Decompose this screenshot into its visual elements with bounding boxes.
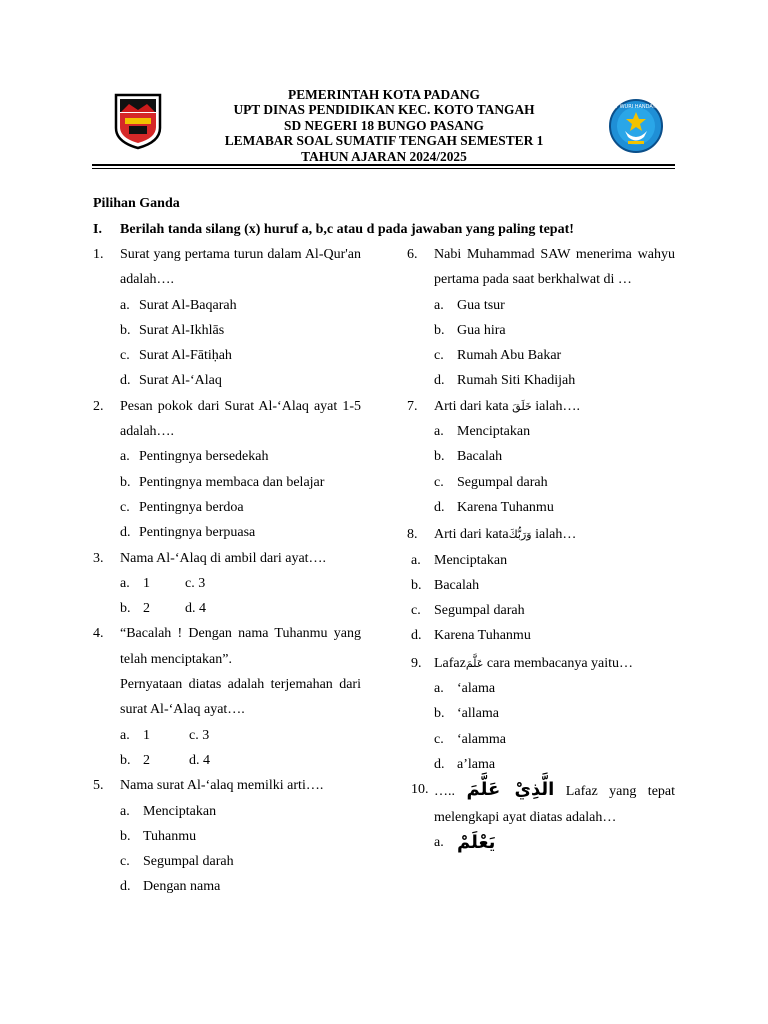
option-9c[interactable] bbox=[407, 727, 675, 752]
left-column bbox=[93, 242, 361, 900]
option-9b[interactable] bbox=[407, 701, 675, 726]
question-number: 6. bbox=[407, 247, 418, 262]
option-text: a’lama bbox=[457, 756, 496, 772]
option-7c[interactable] bbox=[407, 470, 675, 495]
question-5 bbox=[93, 773, 361, 798]
option-text: يَعْلَمْ bbox=[457, 831, 496, 853]
option-5b[interactable] bbox=[93, 824, 361, 849]
option-text: Pentingnya berdoa bbox=[139, 499, 244, 515]
header-exam-title: LEMABAR SOAL SUMATIF TENGAH SEMESTER 1 bbox=[224, 133, 544, 149]
option-2d[interactable] bbox=[93, 520, 361, 545]
option-letter: b. bbox=[120, 828, 131, 844]
option-letter: a. bbox=[434, 681, 444, 697]
question-number: 5. bbox=[93, 778, 104, 794]
question-text: ….. bbox=[434, 784, 455, 800]
option-letter: a. bbox=[120, 727, 130, 743]
question-number: 2. bbox=[93, 398, 104, 414]
question-9 bbox=[407, 651, 675, 676]
option-letter: d. bbox=[120, 373, 131, 389]
header-school: SD NEGERI 18 BUNGO PASANG bbox=[284, 117, 484, 133]
option-letter: b. bbox=[434, 449, 445, 465]
question-3 bbox=[93, 546, 361, 571]
right-column bbox=[407, 242, 675, 855]
option-letter: a. bbox=[434, 834, 444, 850]
option-text: Gua tsur bbox=[457, 297, 505, 313]
padang-city-logo bbox=[113, 92, 163, 150]
option-letter: a. bbox=[120, 575, 130, 591]
question-text: Pesan pokok dari Surat Al-‘Alaq ayat 1-5 adalah…. bbox=[120, 398, 361, 440]
option-text: ‘alama bbox=[457, 681, 496, 697]
question-text: Surat yang pertama turun dalam Al-Qur'an adalah…. bbox=[120, 247, 361, 288]
option-5c[interactable] bbox=[93, 849, 361, 874]
option-2a[interactable] bbox=[93, 444, 361, 469]
options-3-row2 bbox=[93, 596, 361, 621]
option-text: Dengan nama bbox=[143, 879, 221, 895]
school-header bbox=[160, 87, 608, 164]
option-7b[interactable] bbox=[407, 444, 675, 469]
option-9a[interactable] bbox=[407, 676, 675, 701]
header-department: UPT DINAS PENDIDIKAN KEC. KOTO TANGAH bbox=[233, 102, 535, 118]
option-1d[interactable] bbox=[93, 368, 361, 393]
question-2 bbox=[93, 394, 361, 445]
option-letter: c. bbox=[434, 348, 444, 364]
question-number: 7. bbox=[407, 398, 418, 414]
option-7a[interactable] bbox=[407, 419, 675, 444]
option-6b[interactable] bbox=[407, 318, 675, 343]
question-text: Lafaz bbox=[434, 655, 466, 671]
option-letter: d. bbox=[434, 373, 445, 389]
options-4-row2 bbox=[93, 748, 361, 773]
question-number: 3. bbox=[93, 550, 104, 566]
question-number: 10. bbox=[411, 782, 429, 798]
question-number: 1. bbox=[93, 247, 104, 262]
option-letter: b. bbox=[434, 322, 445, 338]
option-text: Menciptakan bbox=[434, 552, 508, 568]
question-number: 4. bbox=[93, 626, 104, 642]
logo-motto-text: TUT WURI HANDAYANI bbox=[608, 104, 664, 110]
option-3a[interactable]: 1 bbox=[143, 575, 150, 591]
option-3b[interactable]: 2 bbox=[143, 601, 150, 617]
option-2c[interactable] bbox=[93, 495, 361, 520]
option-text: Karena Tuhanmu bbox=[457, 499, 554, 515]
option-text: Bacalah bbox=[457, 449, 503, 465]
question-1 bbox=[93, 242, 361, 293]
option-text: Pentingnya membaca dan belajar bbox=[139, 474, 325, 490]
arabic-word: وَرَبُّكَ bbox=[508, 528, 532, 542]
question-text: Nabi Muhammad SAW menerima wahyu pertama pada saat berkhalwat di … bbox=[434, 247, 675, 288]
question-number: 8. bbox=[407, 527, 418, 543]
option-text: Rumah Abu Bakar bbox=[457, 348, 562, 364]
option-text: Surat Al-Baqarah bbox=[139, 297, 237, 313]
option-letter: c. bbox=[120, 854, 130, 870]
header-divider-thick bbox=[92, 164, 675, 166]
question-text: “Bacalah ! Dengan nama Tuhanmu yang telah menciptakan”. bbox=[120, 626, 361, 667]
option-letter: a. bbox=[434, 297, 444, 313]
options-3-row1 bbox=[93, 571, 361, 596]
option-1b[interactable] bbox=[93, 318, 361, 343]
arabic-phrase: الَّذِيْ عَلَّمَ bbox=[466, 779, 555, 801]
option-letter: b. bbox=[120, 474, 131, 490]
option-letter: d. bbox=[120, 525, 131, 541]
option-2b[interactable] bbox=[93, 470, 361, 495]
option-text: ‘alamma bbox=[457, 731, 506, 747]
arabic-word: عَلَّمَ bbox=[465, 656, 484, 670]
option-6c[interactable] bbox=[407, 343, 675, 368]
header-divider-thin bbox=[92, 168, 675, 169]
option-text: Segumpal darah bbox=[457, 474, 548, 490]
option-text: Karena Tuhanmu bbox=[434, 628, 531, 644]
option-text: Surat Al-‘Alaq bbox=[139, 373, 222, 389]
question-text-end: Lafaz yang tepat melengkapi ayat diatas adalah… bbox=[434, 784, 676, 825]
option-6d[interactable] bbox=[407, 368, 675, 393]
question-text: Nama surat Al-‘alaq memilki arti…. bbox=[120, 778, 324, 794]
option-3d[interactable]: d. 4 bbox=[185, 601, 206, 617]
option-letter: a. bbox=[120, 297, 130, 313]
question-10 bbox=[407, 777, 675, 830]
question-4-statement bbox=[93, 672, 361, 723]
option-letter: c. bbox=[120, 348, 130, 364]
question-7 bbox=[407, 394, 675, 419]
question-6 bbox=[407, 242, 675, 293]
option-8b[interactable] bbox=[407, 573, 675, 598]
question-text: Arti dari kata bbox=[434, 527, 509, 543]
option-letter: a. bbox=[120, 803, 130, 819]
option-letter: d. bbox=[434, 756, 445, 772]
instruction bbox=[93, 222, 574, 238]
option-text: Surat Al-Fātiḥah bbox=[139, 348, 232, 364]
option-4a[interactable]: 1 bbox=[143, 727, 150, 743]
option-text: Segumpal darah bbox=[143, 854, 234, 870]
option-1a[interactable] bbox=[93, 293, 361, 318]
option-7d[interactable] bbox=[407, 495, 675, 520]
option-1c[interactable] bbox=[93, 343, 361, 368]
option-4b[interactable]: 2 bbox=[143, 752, 150, 768]
instruction-number: I. bbox=[93, 222, 102, 237]
options-4-row1 bbox=[93, 723, 361, 748]
instruction-text: Berilah tanda silang (x) huruf a, b,c atau d pada jawaban yang paling tepat! bbox=[120, 222, 574, 237]
arabic-word: خَلَقَ bbox=[512, 399, 532, 413]
option-letter: c. bbox=[434, 731, 444, 747]
option-text: Tuhanmu bbox=[143, 828, 197, 844]
question-4 bbox=[93, 621, 361, 672]
option-6a[interactable] bbox=[407, 293, 675, 318]
option-text: ‘allama bbox=[457, 706, 499, 722]
option-letter: b. bbox=[120, 322, 131, 338]
option-letter: a. bbox=[434, 424, 444, 440]
option-text: Bacalah bbox=[434, 577, 480, 593]
option-10a[interactable] bbox=[407, 830, 675, 855]
option-letter: b. bbox=[120, 752, 131, 768]
option-letter: a. bbox=[120, 449, 130, 465]
option-4d[interactable]: d. 4 bbox=[189, 752, 210, 768]
option-text: Rumah Siti Khadijah bbox=[457, 373, 576, 389]
question-text: Pernyataan diatas adalah terjemahan dari surat Al-‘Alaq ayat…. bbox=[120, 677, 361, 718]
tut-wuri-handayani-logo bbox=[608, 97, 664, 155]
option-5a[interactable] bbox=[93, 799, 361, 824]
option-text: Surat Al-Ikhlās bbox=[139, 322, 225, 338]
option-3c[interactable]: c. 3 bbox=[185, 575, 206, 591]
question-text-end: ialah… bbox=[535, 527, 577, 543]
option-letter: d. bbox=[411, 628, 422, 644]
header-academic-year: TAHUN AJARAN 2024/2025 bbox=[301, 148, 467, 164]
section-title: Pilihan Ganda bbox=[93, 196, 180, 211]
option-9d[interactable] bbox=[407, 752, 675, 777]
option-text: Menciptakan bbox=[143, 803, 217, 819]
option-letter: d. bbox=[434, 499, 445, 515]
question-text-end: ialah…. bbox=[535, 398, 580, 414]
question-text: Arti dari kata bbox=[434, 398, 509, 414]
option-letter: b. bbox=[120, 601, 131, 617]
question-number: 9. bbox=[411, 655, 422, 671]
option-text: Segumpal darah bbox=[434, 603, 525, 619]
header-government: PEMERINTAH KOTA PADANG bbox=[288, 87, 480, 102]
option-letter: c. bbox=[434, 474, 444, 490]
option-5d[interactable] bbox=[93, 874, 361, 899]
option-letter: c. bbox=[120, 499, 130, 515]
option-8a[interactable] bbox=[407, 548, 675, 573]
question-8 bbox=[407, 522, 675, 547]
option-letter: a. bbox=[411, 552, 421, 568]
option-letter: d. bbox=[120, 879, 131, 895]
question-text: Nama Al-‘Alaq di ambil dari ayat…. bbox=[120, 550, 327, 566]
option-text: Gua hira bbox=[457, 322, 506, 338]
option-letter: c. bbox=[411, 603, 421, 619]
option-text: Pentingnya bersedekah bbox=[139, 449, 269, 465]
option-8c[interactable] bbox=[407, 598, 675, 623]
option-8d[interactable] bbox=[407, 623, 675, 648]
option-letter: b. bbox=[411, 577, 422, 593]
option-text: Menciptakan bbox=[457, 424, 531, 440]
option-text: Pentingnya berpuasa bbox=[139, 525, 256, 541]
option-letter: b. bbox=[434, 706, 445, 722]
question-text-end: cara membacanya yaitu… bbox=[486, 655, 634, 671]
option-4c[interactable]: c. 3 bbox=[189, 727, 210, 743]
